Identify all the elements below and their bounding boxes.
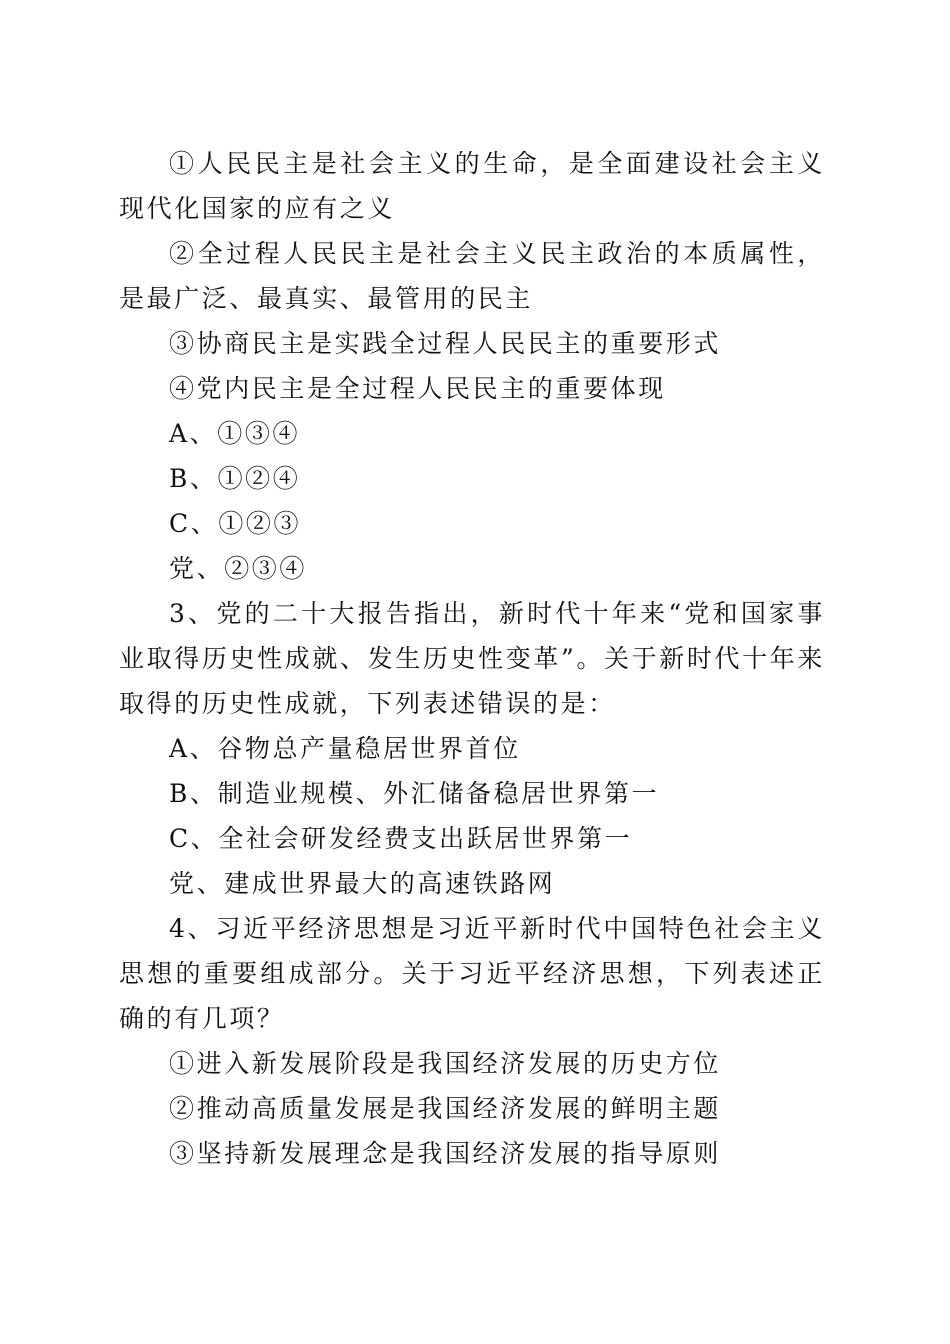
q2-option-d: 党、②③④	[169, 554, 308, 583]
q3-option-c: C、全社会研发经费支出跃居世界第一	[169, 824, 633, 853]
document-body	[119, 141, 825, 1176]
q3-option-d: 党、建成世界最大的高速铁路网	[169, 869, 556, 898]
q2-option-c: C、①②③	[169, 509, 302, 538]
statement-1: ①人民民主是社会主义的生命，是全面建设社会主义现代化国家的应有之义	[119, 149, 825, 223]
q2-option-b: B、①②④	[169, 464, 301, 493]
question-4: 4、习近平经济思想是习近平新时代中国特色社会主义思想的重要组成部分。关于习近平经济思想，下列表述正确的有几项？	[119, 914, 825, 1033]
question-3: 3、党的二十大报告指出，新时代十年来“党和国家事业取得历史性成就、发生历史性变革”。关于新时代十年来取得的历史性成就，下列表述错误的是：	[119, 599, 825, 718]
q4-statement-3: ③坚持新发展理念是我国经济发展的指导原则	[169, 1139, 722, 1168]
q4-statement-1: ①进入新发展阶段是我国经济发展的历史方位	[169, 1049, 722, 1078]
q2-option-a: A、①③④	[169, 419, 301, 448]
statement-2: ②全过程人民民主是社会主义民主政治的本质属性，是最广泛、最真实、最管用的民主	[119, 239, 825, 313]
statement-3: ③协商民主是实践全过程人民民主的重要形式	[169, 329, 722, 358]
statement-4: ④党内民主是全过程人民民主的重要体现	[169, 374, 666, 403]
q3-option-b: B、制造业规模、外汇储备稳居世界第一	[169, 779, 660, 808]
q3-option-a: A、谷物总产量稳居世界首位	[169, 734, 521, 763]
q4-statement-2: ②推动高质量发展是我国经济发展的鲜明主题	[169, 1094, 722, 1123]
